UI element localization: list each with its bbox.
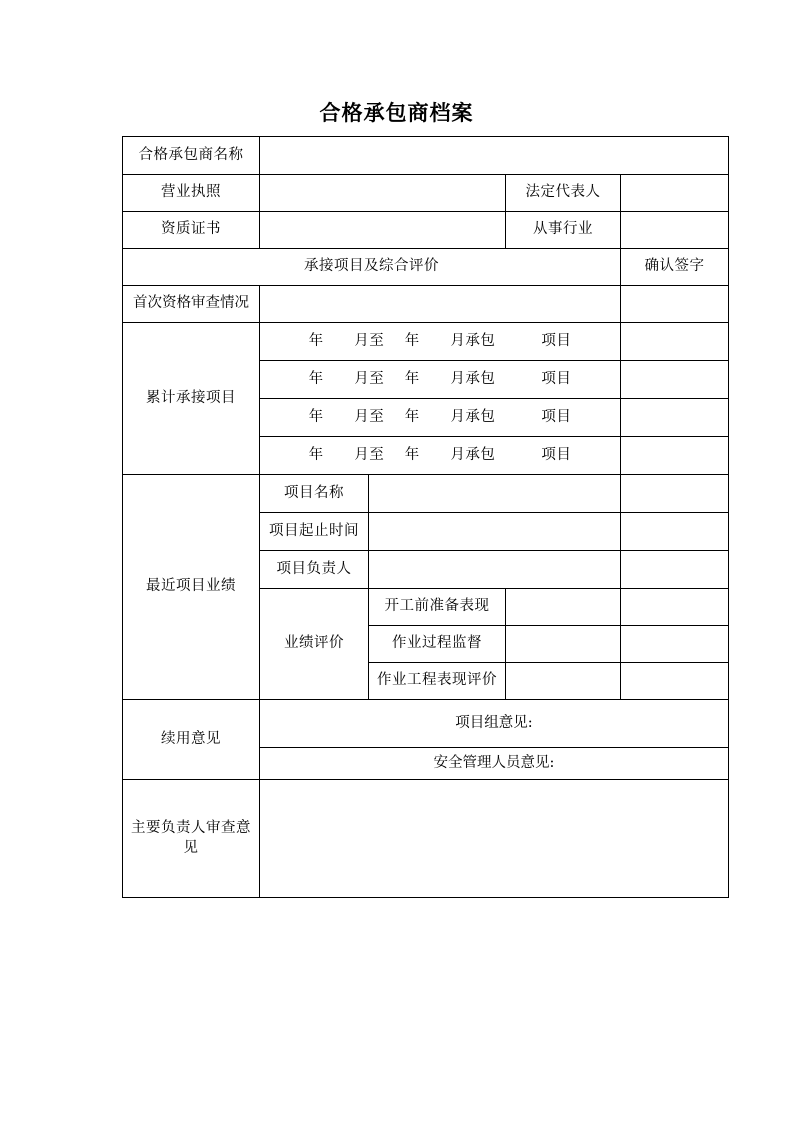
table-row-business-license [123,175,729,212]
safety-staff-opinion[interactable]: 安全管理人员意见: [260,748,729,780]
table-row-chief-review [123,780,729,898]
accumulated-project-text-2[interactable]: 年 月至 年 月承包 项目 [260,361,621,399]
section-header-label: 承接项目及综合评价 [123,249,621,286]
accumulated-projects-label: 累计承接项目 [123,323,260,475]
accumulated-project-signature-4[interactable] [621,437,729,475]
recent-project-name-signature[interactable] [621,475,729,513]
recent-project-manager-value[interactable] [369,551,621,589]
project-team-opinion[interactable]: 项目组意见: [260,700,729,748]
recent-project-period-value[interactable] [369,513,621,551]
accumulated-project-text-1[interactable]: 年 月至 年 月承包 项目 [260,323,621,361]
contractor-archive-table [122,136,729,898]
legal-representative-label: 法定代表人 [506,175,621,212]
eval-process-label: 作业过程监督 [369,626,506,663]
table-row-accumulated-project-1 [123,323,729,361]
table-row-project-team-opinion [123,700,729,748]
confirm-signature-label: 确认签字 [621,249,729,286]
recent-performance-label: 最近项目业绩 [123,475,260,700]
accumulated-project-text-3[interactable]: 年 月至 年 月承包 项目 [260,399,621,437]
business-license-label: 营业执照 [123,175,260,212]
accumulated-project-signature-1[interactable] [621,323,729,361]
table-row-contractor-name [123,137,729,175]
chief-review-value[interactable] [260,780,729,898]
eval-overall-label: 作业工程表现评价 [369,663,506,700]
table-row-first-review [123,286,729,323]
eval-overall-value[interactable] [506,663,621,700]
recent-project-manager-label: 项目负责人 [260,551,369,589]
first-review-value[interactable] [260,286,621,323]
eval-overall-signature[interactable] [621,663,729,700]
recent-project-name-value[interactable] [369,475,621,513]
eval-process-signature[interactable] [621,626,729,663]
qualification-cert-label: 资质证书 [123,212,260,249]
legal-representative-value[interactable] [621,175,729,212]
qualification-cert-value[interactable] [260,212,506,249]
recent-project-name-label: 项目名称 [260,475,369,513]
first-review-label: 首次资格审查情况 [123,286,260,323]
first-review-signature[interactable] [621,286,729,323]
page-title: 合格承包商档案 [319,101,474,125]
accumulated-project-signature-2[interactable] [621,361,729,399]
recent-project-period-label: 项目起止时间 [260,513,369,551]
industry-label: 从事行业 [506,212,621,249]
accumulated-project-text-4[interactable]: 年 月至 年 月承包 项目 [260,437,621,475]
contractor-name-value[interactable] [260,137,729,175]
table-row-recent-project-name [123,475,729,513]
chief-review-label: 主要负责人审查意见 [123,780,260,898]
business-license-value[interactable] [260,175,506,212]
table-row-qualification-cert [123,212,729,249]
industry-value[interactable] [621,212,729,249]
performance-eval-label: 业绩评价 [260,589,369,700]
renewal-opinion-label: 续用意见 [123,700,260,780]
accumulated-project-signature-3[interactable] [621,399,729,437]
recent-project-manager-signature[interactable] [621,551,729,589]
eval-pre-start-signature[interactable] [621,589,729,626]
contractor-name-label: 合格承包商名称 [123,137,260,175]
table-row-section-header [123,249,729,286]
eval-pre-start-value[interactable] [506,589,621,626]
recent-project-period-signature[interactable] [621,513,729,551]
eval-pre-start-label: 开工前准备表现 [369,589,506,626]
eval-process-value[interactable] [506,626,621,663]
